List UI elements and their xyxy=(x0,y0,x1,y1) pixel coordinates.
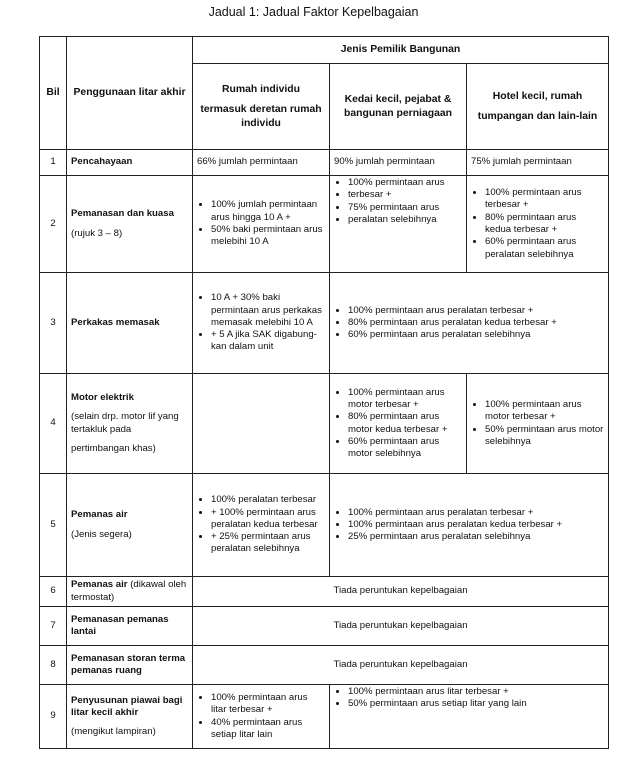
header-col-hotels-line1: Hotel kecil, rumah xyxy=(492,90,583,102)
cell-residential xyxy=(193,474,330,577)
row-number: 4 xyxy=(40,374,67,474)
cell-shops xyxy=(330,176,467,273)
header-col-residential-line2: termasuk deretan rumah individu xyxy=(200,104,322,129)
cell-shops: 90% jumlah permintaan xyxy=(330,150,467,176)
table-row xyxy=(40,607,609,646)
cell-shops xyxy=(330,374,467,474)
table-caption: Jadual 1: Jadual Faktor Kepelbagaian xyxy=(208,5,419,19)
list-item: • 100% jumlah permintaan arus hingga 10 A + xyxy=(211,199,325,224)
list-item: • 10 A + 30% baki permintaan arus perkakas memasak melebihi 10 A xyxy=(211,292,325,329)
cell-hotels xyxy=(467,374,609,474)
usage-note: (rujuk 3 – 8) xyxy=(71,227,123,239)
list-item: • 80% permintaan arus motor kedua terbesar + xyxy=(348,411,462,436)
no-diversity-cell: Tiada peruntukan kepelbagaian xyxy=(193,577,609,607)
table-row xyxy=(40,150,609,176)
cell-shops-hotels xyxy=(330,273,609,374)
table-row xyxy=(40,474,609,577)
list-item: • + 5 A jika SAK digabung- kan dalam unit xyxy=(211,329,325,354)
usage-name: Pencahayaan xyxy=(67,150,193,176)
header-col-shops: Kedai kecil, pejabat & bangunan perniagaan xyxy=(330,64,467,150)
row-number: 2 xyxy=(40,176,67,273)
usage-cell xyxy=(67,474,193,577)
cell-residential xyxy=(193,273,330,374)
header-col-residential xyxy=(193,64,330,150)
row-number: 5 xyxy=(40,474,67,577)
list-item: • 100% permintaan arus terbesar + xyxy=(485,187,604,212)
no-diversity-cell: Tiada peruntukan kepelbagaian xyxy=(193,646,609,685)
cell-shops-hotels xyxy=(330,474,609,577)
usage-name: Pemanasan pemanas lantai xyxy=(67,607,193,646)
usage-name: Pemanas air xyxy=(71,509,128,521)
usage-cell xyxy=(67,374,193,474)
table-row xyxy=(40,577,609,607)
header-usage: Penggunaan litar akhir xyxy=(67,37,193,150)
list-item: • 100% permintaan arus litar terbesar + xyxy=(348,686,604,698)
list-item: • + 100% permintaan arus peralatan kedua terbesar xyxy=(211,507,325,532)
list-item: • 80% permintaan arus peralatan kedua terbesar + xyxy=(348,317,604,329)
usage-name: Pemanas air xyxy=(71,579,128,591)
list-item: • 80% permintaan arus kedua terbesar + xyxy=(485,212,604,237)
usage-name: Pemanasan dan kuasa xyxy=(71,208,174,220)
list-item: • 100% peralatan terbesar xyxy=(211,494,325,506)
usage-note: (selain drp. motor lif yang tertakluk pada xyxy=(71,411,179,435)
table-row xyxy=(40,374,609,474)
list-item: • 50% baki permintaan arus melebihi 10 A xyxy=(211,224,325,249)
header-col-residential-line1: Rumah individu xyxy=(222,84,300,96)
list-item: • 100% permintaan arus motor terbesar + xyxy=(348,387,462,412)
diversity-factor-table xyxy=(39,36,609,749)
list-item: • 50% permintaan arus setiap litar yang lain xyxy=(348,698,604,710)
list-item: • 75% permintaan arus xyxy=(348,202,462,214)
list-item: • 100% permintaan arus litar terbesar + xyxy=(211,692,325,717)
usage-note: (dikawal oleh termostat) xyxy=(71,579,187,603)
list-item: • 60% permintaan arus peralatan selebihnya xyxy=(348,329,604,341)
row-number: 7 xyxy=(40,607,67,646)
cell-residential-empty xyxy=(193,374,330,474)
cell-hotels xyxy=(467,176,609,273)
list-item: • peralatan selebihnya xyxy=(348,214,462,226)
usage-name: Penyusunan piawai bagi litar kecil akhir xyxy=(71,694,183,718)
usage-cell xyxy=(67,176,193,273)
header-owner-type: Jenis Pemilik Bangunan xyxy=(193,37,609,64)
cell-residential xyxy=(193,685,330,749)
header-col-hotels xyxy=(467,64,609,150)
header-bil: Bil xyxy=(40,37,67,150)
list-item: • 25% permintaan arus peralatan selebihnya xyxy=(348,531,604,543)
usage-note: pertimbangan khas) xyxy=(71,442,156,454)
list-item: • 100% permintaan arus peralatan terbesar + xyxy=(348,305,604,317)
usage-name: Pemanasan storan terma pemanas ruang xyxy=(67,646,193,685)
no-diversity-cell: Tiada peruntukan kepelbagaian xyxy=(193,607,609,646)
row-number: 6 xyxy=(40,577,67,607)
list-item: • 100% permintaan arus peralatan kedua terbesar + xyxy=(348,519,604,531)
cell-residential: 66% jumlah permintaan xyxy=(193,150,330,176)
list-item: • 50% permintaan arus motor selebihnya xyxy=(485,424,604,449)
row-number: 9 xyxy=(40,685,67,749)
header-col-hotels-line2: tumpangan dan lain-lain xyxy=(477,111,598,122)
table-row xyxy=(40,273,609,374)
table-row xyxy=(40,176,609,273)
list-item: • + 25% permintaan arus peralatan selebihnya xyxy=(211,531,325,556)
usage-cell xyxy=(67,685,193,749)
list-item: • 40% permintaan arus setiap litar lain xyxy=(211,717,325,742)
cell-residential xyxy=(193,176,330,273)
row-number: 3 xyxy=(40,273,67,374)
table-row xyxy=(40,646,609,685)
usage-cell xyxy=(67,577,193,607)
usage-note: (Jenis segera) xyxy=(71,528,132,540)
usage-name: Motor elektrik xyxy=(71,391,134,403)
list-item: • 60% permintaan arus motor selebihnya xyxy=(348,436,462,461)
list-item: • 100% permintaan arus motor terbesar + xyxy=(485,399,604,424)
row-number: 8 xyxy=(40,646,67,685)
usage-name: Perkakas memasak xyxy=(67,273,193,374)
row-number: 1 xyxy=(40,150,67,176)
table-row xyxy=(40,685,609,749)
cell-hotels: 75% jumlah permintaan xyxy=(467,150,609,176)
usage-note: (mengikut lampiran) xyxy=(71,726,156,738)
list-item: • terbesar + xyxy=(348,189,462,201)
cell-shops-hotels xyxy=(330,685,609,749)
list-item: • 100% permintaan arus peralatan terbesar + xyxy=(348,507,604,519)
list-item: • 60% permintaan arus peralatan selebihnya xyxy=(485,236,604,261)
list-item: • 100% permintaan arus xyxy=(348,177,462,189)
